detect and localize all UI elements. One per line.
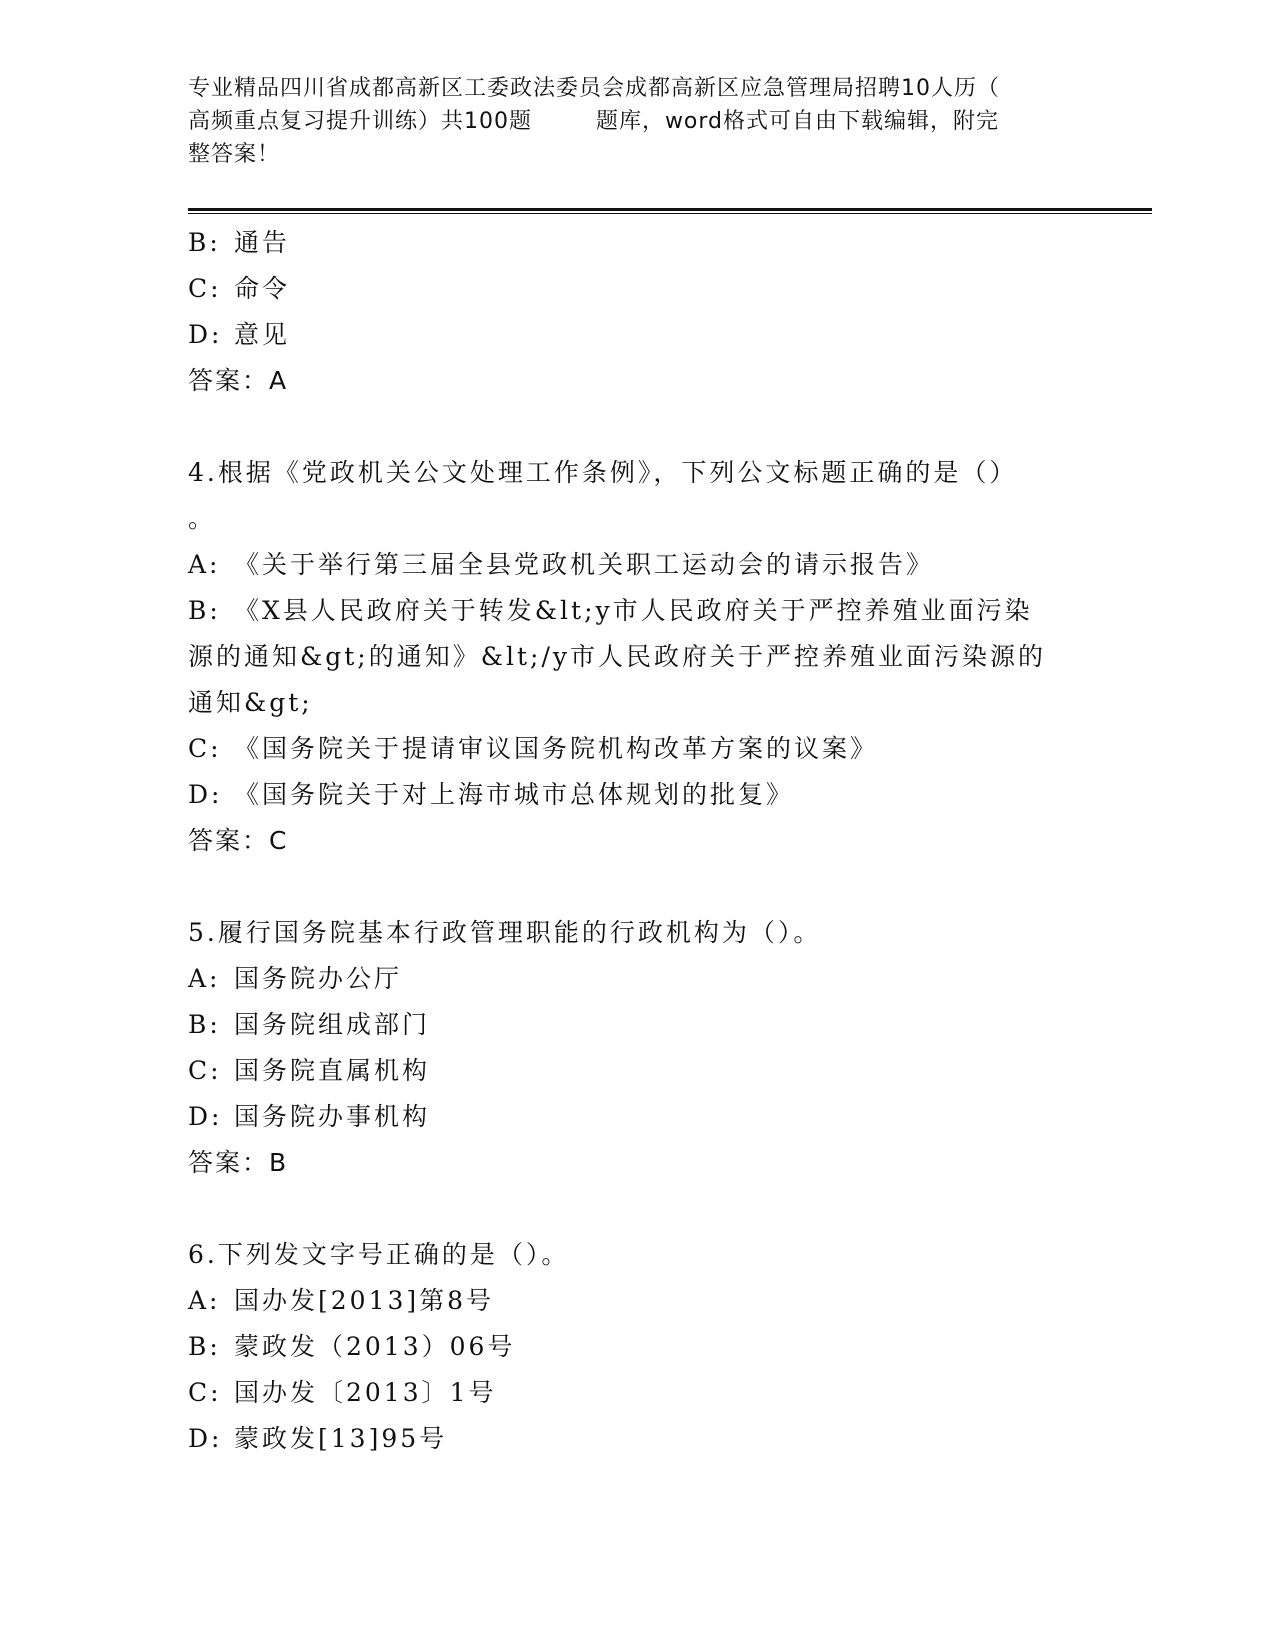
option-d <box>188 1416 1088 1462</box>
option-d <box>188 312 1088 358</box>
option-c <box>188 726 1088 772</box>
divider-thick-line <box>188 208 1152 211</box>
option-text: 国务院直属机构 <box>234 1056 431 1085</box>
answer-line: 答案：B <box>188 1148 289 1177</box>
option-a <box>188 956 1088 1002</box>
option-d <box>188 772 1088 818</box>
option-letter: B: <box>188 1332 221 1361</box>
option-text: 国务院办公厅 <box>234 964 403 993</box>
option-text: 国办发〔2013〕1号 <box>234 1378 497 1407</box>
question-content <box>188 220 1088 1462</box>
option-text: 国办发[2013]第8号 <box>234 1286 495 1315</box>
option-text: 蒙政发（2013）06号 <box>234 1332 516 1361</box>
option-text: 蒙政发[13]95号 <box>234 1424 448 1453</box>
option-letter: B: <box>188 1010 221 1039</box>
option-letter: A: <box>188 550 221 579</box>
option-letter: C: <box>188 734 222 763</box>
option-letter: C: <box>188 1056 222 1085</box>
spacer <box>188 864 1088 910</box>
divider-thin-line <box>188 213 1152 214</box>
option-letter: B: <box>188 228 221 257</box>
option-c <box>188 266 1088 312</box>
option-b-continued: 通知&gt; <box>188 688 313 717</box>
spacer <box>188 404 1088 450</box>
option-b <box>188 588 1088 634</box>
option-text: 《国务院关于对上海市城市总体规划的批复》 <box>234 780 795 809</box>
question-stem: 5.履行国务院基本行政管理职能的行政机构为（）。 <box>188 918 822 947</box>
option-c <box>188 1048 1088 1094</box>
option-c <box>188 1370 1088 1416</box>
answer-line: 答案：C <box>188 826 289 855</box>
option-letter: C: <box>188 1378 222 1407</box>
spacer <box>188 1186 1088 1232</box>
title-line-2: 高频重点复习提升训练）共100题 题库，word格式可自由下载编辑，附完 <box>188 109 1000 134</box>
option-text: 《关于举行第三届全县党政机关职工运动会的请示报告》 <box>234 550 935 579</box>
option-text: 《X县人民政府关于转发&lt;y市人民政府关于严控养殖业面污染 <box>234 596 1033 625</box>
option-a <box>188 1278 1088 1324</box>
option-letter: D: <box>188 1102 223 1131</box>
answer-line: 答案：A <box>188 366 289 395</box>
option-letter: A: <box>188 1286 221 1315</box>
option-b <box>188 1002 1088 1048</box>
option-letter: D: <box>188 1424 223 1453</box>
option-letter: D: <box>188 320 223 349</box>
option-letter: C: <box>188 274 222 303</box>
option-letter: A: <box>188 964 221 993</box>
option-text: 命令 <box>234 274 291 303</box>
title-line-3: 整答案！ <box>188 142 281 167</box>
option-text: 国务院办事机构 <box>234 1102 431 1131</box>
option-b-continued: 源的通知&gt;的通知》&lt;/y市人民政府关于严控养殖业面污染源的 <box>188 642 1046 671</box>
option-text: 国务院组成部门 <box>234 1010 431 1039</box>
header-divider <box>188 208 1152 215</box>
option-text: 《国务院关于提请审议国务院机构改革方案的议案》 <box>234 734 879 763</box>
option-letter: B: <box>188 596 221 625</box>
question-stem: 6.下列发文字号正确的是（）。 <box>188 1240 570 1269</box>
option-b <box>188 220 1088 266</box>
question-stem-continued: 。 <box>188 504 217 533</box>
option-text: 通告 <box>234 228 291 257</box>
question-stem: 4.根据《党政机关公文处理工作条例》，下列公文标题正确的是（） <box>188 458 1018 487</box>
option-d <box>188 1094 1088 1140</box>
option-text: 意见 <box>234 320 291 349</box>
option-letter: D: <box>188 780 223 809</box>
document-title <box>188 72 1078 171</box>
option-b <box>188 1324 1088 1370</box>
title-line-1: 专业精品四川省成都高新区工委政法委员会成都高新区应急管理局招聘10人历（ <box>188 76 1000 101</box>
option-a <box>188 542 1088 588</box>
